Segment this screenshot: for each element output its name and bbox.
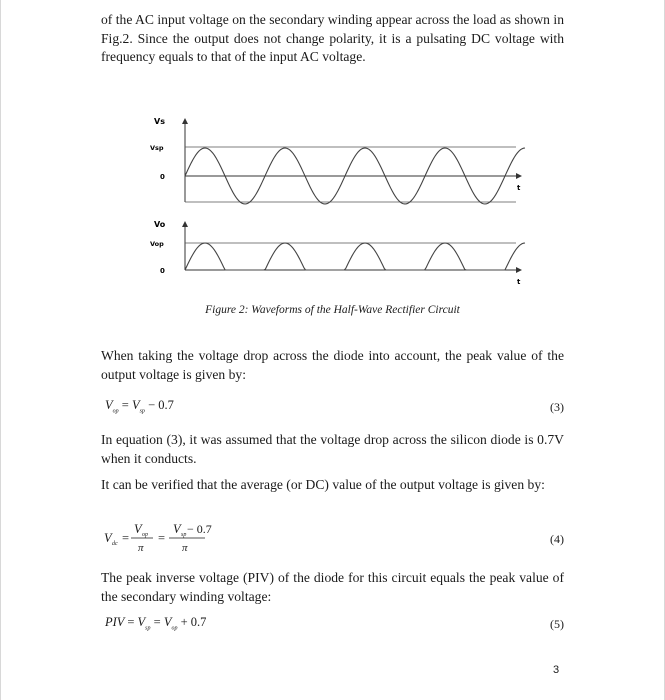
equation-4-expression xyxy=(101,518,301,558)
page-edge-left xyxy=(0,0,1,700)
equation-3-number: (3) xyxy=(550,400,564,414)
equation-4 xyxy=(101,518,564,558)
top-y-arrow xyxy=(182,118,188,124)
svg-text:π: π xyxy=(182,542,188,554)
intro-paragraph: of the AC input voltage on the secondary winding appear across the load as shown in Fig.2. Since the output does not change polarity, it is a pulsating DC voltage with frequency equals to that of the input AC voltage. xyxy=(101,12,564,65)
svg-text:V: V xyxy=(104,531,112,545)
bottom-t-arrow xyxy=(516,267,522,273)
top-t-arrow xyxy=(516,173,522,179)
top-t-label: t xyxy=(517,184,521,192)
svg-text:=: = xyxy=(158,531,166,545)
svg-text:sp: sp xyxy=(181,532,187,538)
figure-caption: Figure 2: Waveforms of the Half-Wave Rectifier Circuit xyxy=(205,304,460,316)
svg-text:=: = xyxy=(122,531,130,545)
bottom-y-arrow xyxy=(182,221,188,227)
equation-3-expression: $V_{op} = V_{sp} - 0.7$ xyxy=(105,398,174,415)
svg-text:dc: dc xyxy=(112,541,118,547)
bottom-t-label: t xyxy=(517,278,521,286)
equation-5-expression: PIV = $V_{sp} = V_{op} + 0.7$ xyxy=(105,615,207,632)
equation-5 xyxy=(101,615,564,639)
svg-text:V: V xyxy=(173,522,181,536)
svg-text:− 0.7: − 0.7 xyxy=(187,522,212,536)
svg-text:op: op xyxy=(142,532,148,538)
page-number: 3 xyxy=(553,664,560,676)
waveform-svg xyxy=(140,110,530,300)
assumption-paragraph: In equation (3), it was assumed that the voltage drop across the silicon diode is 0.7V when it conducts. xyxy=(101,432,564,466)
top-zero-label: 0 xyxy=(160,173,165,181)
svg-text:V: V xyxy=(134,522,142,536)
equation-5-number: (5) xyxy=(550,617,564,631)
voltage-drop-paragraph: When taking the voltage drop across the diode into account, the peak value of the output voltage is given by: xyxy=(101,348,564,382)
waveform-figure xyxy=(140,110,530,300)
svg-text:π: π xyxy=(138,542,144,554)
top-y-label: Vs xyxy=(154,117,165,126)
piv-paragraph: The peak inverse voltage (PIV) of the diode for this circuit equals the peak value of the secondary winding voltage: xyxy=(101,570,564,604)
equation-4-number: (4) xyxy=(550,532,564,546)
average-paragraph: It can be verified that the average (or DC) value of the output voltage is given by: xyxy=(101,477,545,492)
bottom-peak-label: Vop xyxy=(150,240,164,248)
bottom-zero-label: 0 xyxy=(160,267,165,275)
equation-3 xyxy=(101,398,564,422)
bottom-y-label: Vo xyxy=(154,220,166,229)
top-peak-label: Vsp xyxy=(150,144,164,152)
output-rectified-wave xyxy=(185,243,525,270)
